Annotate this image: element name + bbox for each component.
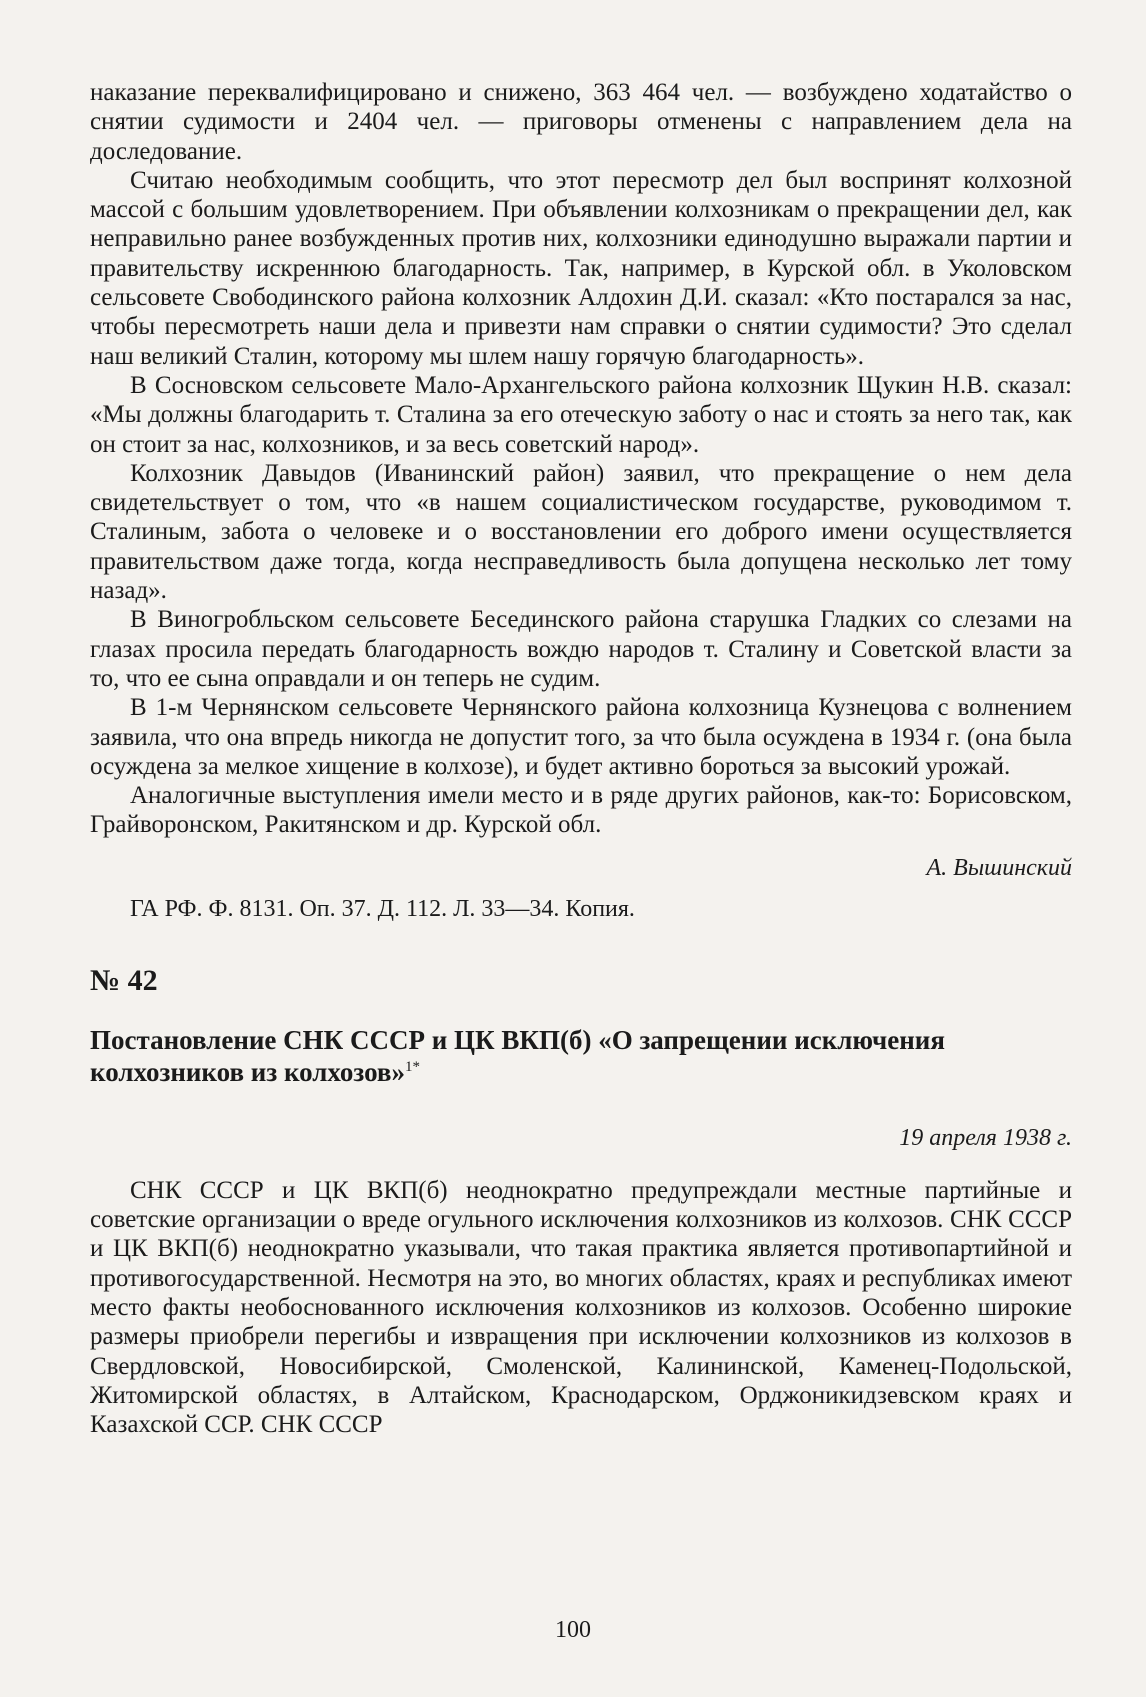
paragraph-continuation: наказание переквалифицировано и снижено, 363 464 чел. — возбуждено ходатайство о снятии судимости и 2404 чел. — приговоры отменены с направлением дела на доследование.	[90, 79, 1072, 165]
paragraph-shchukin: В Сосновском сельсовете Мало-Архангельского района колхозник Щукин Н.В. сказал: «Мы должны благодарить т. Сталина за его отеческую заботу о нас и стоять за него так, как он стоит за нас, колхозников, и за весь советский народ».	[90, 371, 1072, 458]
paragraph-kuznetsova: В 1-м Чернянском сельсовете Чернянского района колхозница Кузнецова с волнением заявила, что она впредь никогда не допустит того, за что была осуждена в 1934 г. (она была осуждена за мелкое хищение в колхозе), и будет активно бороться за высокий урожай.	[90, 694, 1072, 780]
paragraph-other-districts: Аналогичные выступления имели место и в ряде других районов, как-то: Борисовском, Грайворонском, Ракитянском и др. Курской обл.	[90, 782, 1072, 839]
signature: А. Вышинский	[926, 854, 1072, 881]
paragraph-davydov: Колхозник Давыдов (Иванинский район) заявил, что прекращение о нем дела свидетельствует о том, что «в нашем социалистическом государстве, руководимом т. Сталиным, забота о человеке и о восстановлении его доброго имени осуществляется правительством даже тогда, когда несправедливость была допущена несколько лет тому назад».	[90, 459, 1072, 605]
document-date: 19 апреля 1938 г.	[899, 1124, 1072, 1151]
paragraph-gladkikh: В Виногробльском сельсовете Бесединского района старушка Гладких со слезами на глазах просила передать благодарность вождю народов т. Сталину и Советской власти за то, что ее сына оправдали и он теперь не судим.	[90, 606, 1072, 692]
archive-source: ГА РФ. Ф. 8131. Оп. 37. Д. 112. Л. 33—34. Копия.	[130, 895, 635, 922]
footnote-marker: 1*	[405, 1058, 421, 1075]
document-body	[90, 1176, 1072, 1440]
paragraph-resolution: СНК СССР и ЦК ВКП(б) неоднократно предупреждали местные партийные и советские организации о вреде огульного исключения колхозников из колхозов. СНК СССР и ЦК ВКП(б) неоднократно указывали, что такая практика является противопартийной и противогосударственной. Несмотря на это, во многих областях, краях и республиках имеют место факты необоснованного исключения колхозников из колхозов. Особенно широкие размеры приобрели перегибы и извращения при исключении колхозников из колхозов в Свердловской, Новосибирской, Смоленской, Калининской, Каменец-Подольской, Житомирской областях, в Алтайском, Краснодарском, Орджоникидзевском краях и Казахской ССР. СНК СССР	[90, 1176, 1072, 1439]
document-title-text: Постановление СНК СССР и ЦК ВКП(б) «О запрещении исключения колхозников из колхозов»	[90, 1024, 945, 1087]
document-number: № 42	[90, 963, 158, 997]
document-title	[90, 1024, 990, 1088]
page-number: 100	[555, 1617, 591, 1643]
page-content	[90, 78, 1072, 1439]
paragraph-reaction: Считаю необходимым сообщить, что этот пересмотр дел был воспринят колхозной массой с большим удовлетворением. При объявлении колхозникам о прекращении дел, как неправильно ранее возбужденных против них, колхозники единодушно выражали партии и правительству искреннюю благодарность. Так, например, в Курской обл. в Уколовском сельсовете Свободинского района колхозник Алдохин Д.И. сказал: «Кто постарался за нас, чтобы пересмотреть наши дела и привезти нам справки о снятии судимости? Это сделал наш великий Сталин, которому мы шлем нашу горячую благодарность».	[90, 166, 1072, 370]
